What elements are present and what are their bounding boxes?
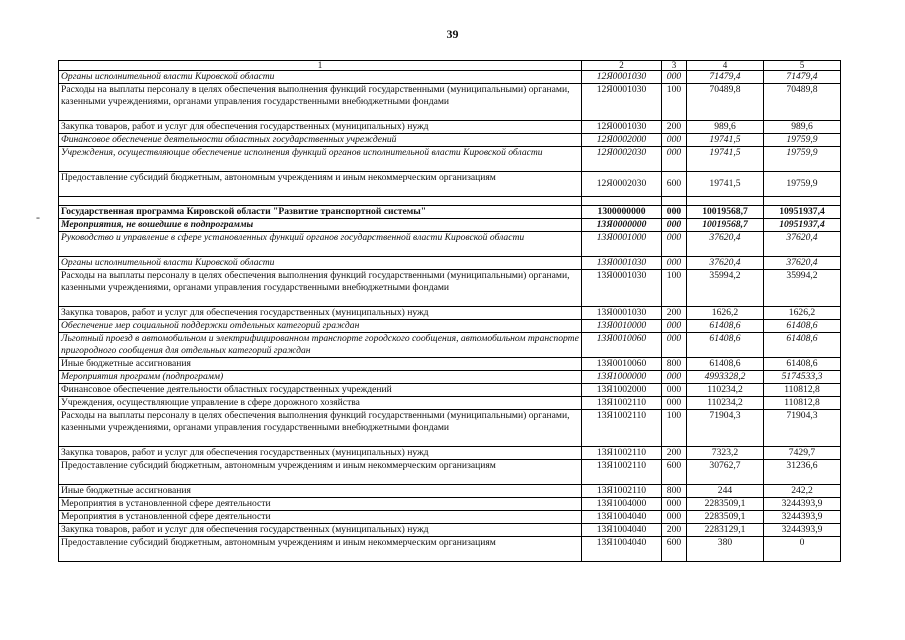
row-amount-year1-cell: 4993328,2: [687, 371, 764, 384]
row-name-cell: Обеспечение мер социальной поддержки отдельных категорий граждан: [59, 320, 582, 333]
row-code-cell: 13Я1002110: [582, 447, 662, 460]
header-row: [59, 61, 841, 71]
row-name-cell: Финансовое обеспечение деятельности областных государственных учреждений: [59, 384, 582, 397]
row-name-cell: Расходы на выплаты персоналу в целях обеспечения выполнения функций государственными (муниципальными) органами, казенными учреждениями, органами управления государственными внебюджетными фондами: [59, 410, 582, 447]
row-expense-type-cell: 000: [662, 257, 687, 270]
row-amount-year2-cell: 37620,4: [764, 232, 841, 257]
row-expense-type-cell: 600: [662, 172, 687, 197]
table-row: [59, 307, 841, 320]
row-amount-year2-cell: 110812,8: [764, 397, 841, 410]
row-name-cell: Руководство и управление в сфере установленных функций органов государственной власти Кировской области: [59, 232, 582, 257]
table-row: [59, 232, 841, 257]
row-code-cell: 13Я0000000: [582, 219, 662, 232]
row-expense-type-cell: [662, 197, 687, 206]
row-code-cell: 13Я0010060: [582, 333, 662, 358]
row-amount-year2-cell: 5174533,3: [764, 371, 841, 384]
table-row: [59, 219, 841, 232]
row-code-cell: 12Я0002030: [582, 147, 662, 172]
row-amount-year1-cell: 71904,3: [687, 410, 764, 447]
row-amount-year2-cell: 71904,3: [764, 410, 841, 447]
margin-mark: -: [36, 210, 40, 224]
row-expense-type-cell: 000: [662, 511, 687, 524]
row-amount-year1-cell: 989,6: [687, 121, 764, 134]
table-row: [59, 410, 841, 447]
row-amount-year2-cell: 3244393,9: [764, 524, 841, 537]
row-amount-year1-cell: 2283129,1: [687, 524, 764, 537]
row-name-cell: Льготный проезд в автомобильном и электрифицированном транспорте городского сообщения, автомобильном транспорте пригородного сообщения для отдельных категорий граждан: [59, 333, 582, 358]
row-name-cell: Предоставление субсидий бюджетным, автономным учреждениям и иным некоммерческим организациям: [59, 172, 582, 197]
row-amount-year1-cell: 37620,4: [687, 257, 764, 270]
row-code-cell: 13Я1002110: [582, 460, 662, 485]
row-amount-year1-cell: 10019568,7: [687, 206, 764, 219]
page-number: 39: [446, 27, 459, 41]
table-row: [59, 498, 841, 511]
row-amount-year2-cell: 3244393,9: [764, 511, 841, 524]
row-amount-year1-cell: 10019568,7: [687, 219, 764, 232]
row-expense-type-cell: 200: [662, 524, 687, 537]
row-amount-year1-cell: 1626,2: [687, 307, 764, 320]
column-header-4: 4: [687, 61, 764, 71]
row-expense-type-cell: 000: [662, 498, 687, 511]
table-row: [59, 384, 841, 397]
row-expense-type-cell: 800: [662, 485, 687, 498]
row-amount-year1-cell: 37620,4: [687, 232, 764, 257]
row-amount-year2-cell: 35994,2: [764, 270, 841, 307]
row-amount-year2-cell: 242,2: [764, 485, 841, 498]
row-code-cell: 13Я0001030: [582, 270, 662, 307]
row-expense-type-cell: 000: [662, 232, 687, 257]
row-expense-type-cell: 100: [662, 270, 687, 307]
row-amount-year2-cell: 0: [764, 537, 841, 562]
row-amount-year1-cell: 71479,4: [687, 71, 764, 84]
row-name-cell: Учреждения, осуществляющие управление в сфере дорожного хозяйства: [59, 397, 582, 410]
row-name-cell: Иные бюджетные ассигнования: [59, 485, 582, 498]
row-name-cell: Закупка товаров, работ и услуг для обеспечения государственных (муниципальных) нужд: [59, 307, 582, 320]
row-expense-type-cell: 000: [662, 71, 687, 84]
row-amount-year1-cell: 61408,6: [687, 320, 764, 333]
row-amount-year2-cell: 19759,9: [764, 172, 841, 197]
table-row: [59, 537, 841, 562]
table-row: [59, 485, 841, 498]
row-code-cell: 13Я1000000: [582, 371, 662, 384]
row-expense-type-cell: 000: [662, 206, 687, 219]
table-row: [59, 206, 841, 219]
row-code-cell: 12Я0002030: [582, 172, 662, 197]
row-code-cell: 13Я1004000: [582, 498, 662, 511]
column-header-5: 5: [764, 61, 841, 71]
row-expense-type-cell: 000: [662, 371, 687, 384]
row-name-cell: Органы исполнительной власти Кировской области: [59, 257, 582, 270]
row-code-cell: 13Я0001030: [582, 257, 662, 270]
row-amount-year2-cell: 10951937,4: [764, 206, 841, 219]
row-code-cell: 13Я1002110: [582, 410, 662, 447]
column-header-1: 1: [59, 61, 582, 71]
row-name-cell: Расходы на выплаты персоналу в целях обеспечения выполнения функций государственными (муниципальными) органами, казенными учреждениями, органами управления государственными внебюджетными фондами: [59, 270, 582, 307]
table-row: [59, 511, 841, 524]
row-name-cell: Мероприятия в установленной сфере деятельности: [59, 498, 582, 511]
row-code-cell: 13Я1004040: [582, 537, 662, 562]
row-amount-year1-cell: 61408,6: [687, 358, 764, 371]
table-row: [59, 257, 841, 270]
row-name-cell: Мероприятия, не вошедшие в подпрограммы: [59, 219, 582, 232]
table-row: [59, 371, 841, 384]
row-expense-type-cell: 000: [662, 333, 687, 358]
row-name-cell: Финансовое обеспечение деятельности областных государственных учреждений: [59, 134, 582, 147]
row-amount-year1-cell: 110234,2: [687, 384, 764, 397]
table-row: [59, 71, 841, 84]
row-amount-year1-cell: 380: [687, 537, 764, 562]
table-row: [59, 320, 841, 333]
row-amount-year1-cell: 35994,2: [687, 270, 764, 307]
row-name-cell: [59, 197, 582, 206]
row-expense-type-cell: 600: [662, 537, 687, 562]
row-amount-year1-cell: 19741,5: [687, 172, 764, 197]
row-code-cell: 13Я0001030: [582, 307, 662, 320]
row-expense-type-cell: 800: [662, 358, 687, 371]
row-name-cell: Расходы на выплаты персоналу в целях обеспечения выполнения функций государственными (муниципальными) органами, казенными учреждениями, органами управления государственными внебюджетными фондами: [59, 84, 582, 121]
table-row: [59, 121, 841, 134]
row-amount-year1-cell: 244: [687, 485, 764, 498]
row-expense-type-cell: 200: [662, 447, 687, 460]
row-code-cell: [582, 197, 662, 206]
row-name-cell: Предоставление субсидий бюджетным, автономным учреждениям и иным некоммерческим организациям: [59, 460, 582, 485]
row-name-cell: Мероприятия программ (подпрограмм): [59, 371, 582, 384]
row-expense-type-cell: 200: [662, 307, 687, 320]
row-amount-year2-cell: 37620,4: [764, 257, 841, 270]
row-amount-year2-cell: 31236,6: [764, 460, 841, 485]
row-amount-year2-cell: 7429,7: [764, 447, 841, 460]
row-amount-year1-cell: 19741,5: [687, 134, 764, 147]
row-name-cell: Закупка товаров, работ и услуг для обеспечения государственных (муниципальных) нужд: [59, 447, 582, 460]
table-row: [59, 524, 841, 537]
table-row: [59, 358, 841, 371]
row-name-cell: Учреждения, осуществляющие обеспечение исполнения функций органов исполнительной власти Кировской области: [59, 147, 582, 172]
row-code-cell: 13Я1004040: [582, 524, 662, 537]
row-amount-year1-cell: 2283509,1: [687, 498, 764, 511]
row-amount-year1-cell: 30762,7: [687, 460, 764, 485]
column-header-2: 2: [582, 61, 662, 71]
row-name-cell: Предоставление субсидий бюджетным, автономным учреждениям и иным некоммерческим организациям: [59, 537, 582, 562]
table-row: [59, 147, 841, 172]
row-amount-year2-cell: [764, 197, 841, 206]
row-code-cell: 13Я1002110: [582, 485, 662, 498]
row-amount-year2-cell: 61408,6: [764, 358, 841, 371]
row-name-cell: Закупка товаров, работ и услуг для обеспечения государственных (муниципальных) нужд: [59, 121, 582, 134]
row-amount-year2-cell: 61408,6: [764, 320, 841, 333]
row-amount-year2-cell: 71479,4: [764, 71, 841, 84]
row-expense-type-cell: 200: [662, 121, 687, 134]
row-amount-year2-cell: 3244393,9: [764, 498, 841, 511]
row-expense-type-cell: 100: [662, 84, 687, 121]
table-row: [59, 333, 841, 358]
row-amount-year2-cell: 1626,2: [764, 307, 841, 320]
row-expense-type-cell: 000: [662, 320, 687, 333]
row-amount-year2-cell: 989,6: [764, 121, 841, 134]
row-name-cell: Органы исполнительной власти Кировской области: [59, 71, 582, 84]
row-code-cell: 13Я1002110: [582, 397, 662, 410]
row-amount-year1-cell: 19741,5: [687, 147, 764, 172]
row-name-cell: Закупка товаров, работ и услуг для обеспечения государственных (муниципальных) нужд: [59, 524, 582, 537]
table-row: [59, 172, 841, 197]
row-amount-year2-cell: 110812,8: [764, 384, 841, 397]
row-expense-type-cell: 000: [662, 219, 687, 232]
row-code-cell: 13Я0010060: [582, 358, 662, 371]
row-amount-year2-cell: 70489,8: [764, 84, 841, 121]
row-amount-year1-cell: [687, 197, 764, 206]
row-amount-year1-cell: 110234,2: [687, 397, 764, 410]
row-code-cell: 12Я0001030: [582, 71, 662, 84]
budget-table: [58, 60, 841, 562]
row-expense-type-cell: 000: [662, 134, 687, 147]
row-amount-year2-cell: 10951937,4: [764, 219, 841, 232]
row-code-cell: 13Я1004040: [582, 511, 662, 524]
table-row: [59, 197, 841, 206]
row-code-cell: 13Я1002000: [582, 384, 662, 397]
row-code-cell: 13Я0010000: [582, 320, 662, 333]
row-expense-type-cell: 600: [662, 460, 687, 485]
row-code-cell: 12Я0001030: [582, 84, 662, 121]
table-row: [59, 134, 841, 147]
row-amount-year1-cell: 70489,8: [687, 84, 764, 121]
table-row: [59, 84, 841, 121]
row-code-cell: 12Я0001030: [582, 121, 662, 134]
column-header-3: 3: [662, 61, 687, 71]
row-amount-year2-cell: 19759,9: [764, 134, 841, 147]
row-name-cell: Государственная программа Кировской области "Развитие транспортной системы": [59, 206, 582, 219]
row-code-cell: 1300000000: [582, 206, 662, 219]
table-row: [59, 447, 841, 460]
row-code-cell: 12Я0002000: [582, 134, 662, 147]
row-name-cell: Иные бюджетные ассигнования: [59, 358, 582, 371]
row-name-cell: Мероприятия в установленной сфере деятельности: [59, 511, 582, 524]
row-amount-year2-cell: 19759,9: [764, 147, 841, 172]
row-amount-year2-cell: 61408,6: [764, 333, 841, 358]
row-amount-year1-cell: 2283509,1: [687, 511, 764, 524]
row-amount-year1-cell: 7323,2: [687, 447, 764, 460]
row-amount-year1-cell: 61408,6: [687, 333, 764, 358]
row-expense-type-cell: 000: [662, 384, 687, 397]
row-expense-type-cell: 000: [662, 147, 687, 172]
table-row: [59, 460, 841, 485]
row-expense-type-cell: 100: [662, 410, 687, 447]
row-expense-type-cell: 000: [662, 397, 687, 410]
table-row: [59, 270, 841, 307]
table-row: [59, 397, 841, 410]
row-code-cell: 13Я0001000: [582, 232, 662, 257]
